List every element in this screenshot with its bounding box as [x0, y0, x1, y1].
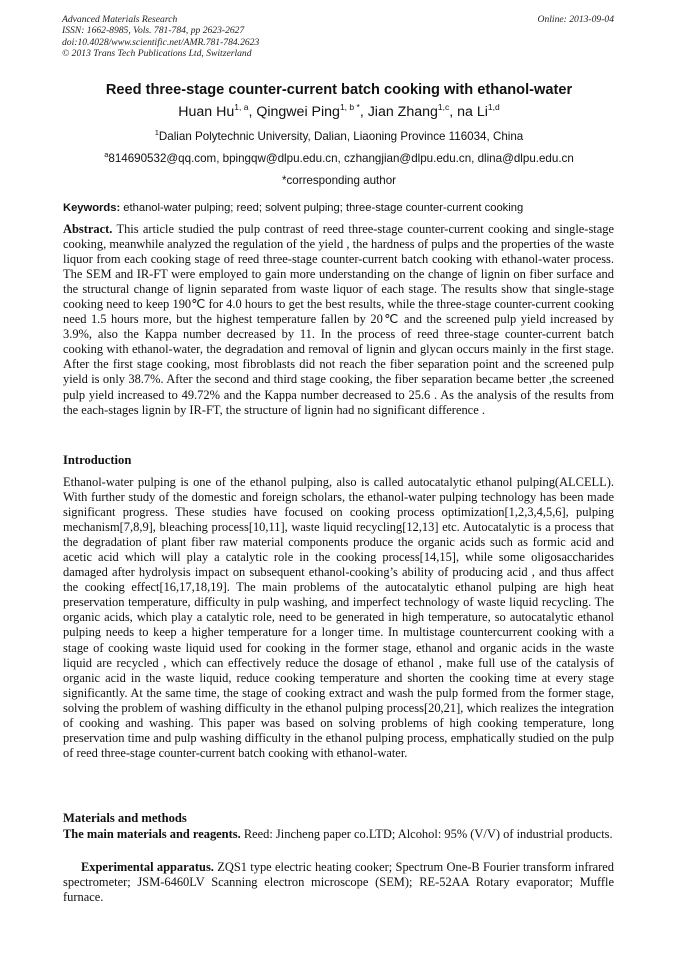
apparatus-text: ZQS1 type electric heating cooker; Spectrum One-B Fourier transform infrared spectrometer; JSM-6460LV Scanning electron microscope (SEM); RE-52AA Rotary evaporator; Muffle furnace. — [63, 860, 615, 905]
section-heading-introduction: Introduction — [63, 453, 132, 467]
apparatus-label: Experimental apparatus. — [81, 860, 214, 874]
materials-label: The main materials and reagents. — [63, 827, 241, 841]
keywords — [63, 202, 623, 214]
corresponding-note: *corresponding author — [281, 174, 397, 187]
journal-name: Advanced Materials Research — [62, 14, 178, 25]
abstract-label: Abstract. — [63, 222, 113, 236]
author-list — [0, 104, 678, 120]
author-affiliation-mark: 1, a — [234, 102, 249, 112]
author-affiliation-mark: 1, b * — [339, 102, 360, 112]
author-separator: , — [449, 104, 458, 120]
introduction-paragraph: Ethanol-water pulping is one of the ethanol pulping, also is called autocatalytic ethanol pulping(ALCELL). With further study of the domestic and foreign scholars, the ethanol-water pulping technology has been made significant progress. These studies have focused on cooking process optimization[1,2,3,4,5,6], pulping mechanism[7,8,9], bleaching process[10,11], waste liquid recycling[12,13] etc. Autocatalytic is a process that the degradation of plant fiber raw material components produce the organic acids such as formic acid and acetic acid which will play a catalytic role in the cooking process[14,15], while some oligosaccharides damaged after hydrolysis impact on subsequent ethanol-cooking’s ability of producing acid , and thus affect the cooking effect[16,17,18,19]. The main problems of the autocatalytic ethanol pulping are high heat preservation temperature, difficulty in pulp washing, and imperfect technology of waste liquid recycling. The organic acids, which play a catalytic role, need to be generated in high temperature, so autocatalytic ethanol pulping needs to keep a higher temperature for a longer time. In multistage countercurrent cooking with a stage of cooking waste liquid used for cooking in the former stage, ethanol and organic acids in the waste liquid are recycled , which can effectively reduce the dosage of ethanol , make full use of the catalysis of organic acid in the waste liquid, reduce cooking temperature and shorten the cooking time at every stage significantly. At the same time, the stage of cooking extract and wash the pulp formed from the former stage, solving the problem of washing difficulty in the ethanol pulping process[20,21], which realizes the integration of cooking and washing. This paper was based on solving problems of high cooking temperature, long preservation time and pulp washing difficulty in the ethanol pulping process, emphatically studied on the pulp of reed three-stage counter-current batch cooking with ethanol-water. — [63, 475, 614, 760]
author-emails — [0, 152, 678, 165]
section-heading-methods: Materials and methods — [63, 811, 187, 825]
doi-line: doi:10.4028/www.scientific.net/AMR.781-784.2623 — [62, 36, 260, 48]
affiliation-mark: 1 — [154, 128, 159, 137]
materials-paragraph — [63, 827, 614, 842]
materials-text: Reed: Jincheng paper co.LTD; Alcohol: 95% (V/V) of industrial products. — [240, 827, 613, 841]
affiliation-text: Dalian Polytechnic University, Dalian, Liaoning Province 116034, China — [158, 130, 524, 143]
journal-header — [62, 14, 259, 60]
author-name: Jian Zhang — [367, 104, 438, 120]
author-affiliation-mark: 1,d — [487, 102, 500, 112]
author-separator: , — [248, 104, 257, 120]
email-text: 814690532@qq.com, bpingqw@dlpu.edu.cn, czhangjian@dlpu.edu.cn, dlina@dlpu.edu.cn — [108, 152, 574, 165]
keywords-label: Keywords: — [63, 202, 121, 214]
copyright-line: © 2013 Trans Tech Publications Ltd, Switzerland — [62, 48, 252, 60]
issn-line: ISSN: 1662-8985, Vols. 781-784, pp 2623-2627 — [62, 25, 245, 37]
paper-title: Reed three-stage counter-current batch cooking with ethanol-water — [105, 82, 573, 98]
abstract — [63, 222, 614, 418]
author-name: Huan Hu — [178, 104, 235, 120]
author-name: na Li — [457, 104, 488, 120]
online-date: Online: 2013-09-04 — [537, 14, 614, 25]
apparatus-paragraph — [63, 860, 614, 905]
affiliation — [0, 130, 678, 143]
author-separator: , — [359, 104, 368, 120]
email-mark: a — [104, 150, 109, 159]
author-affiliation-mark: 1,c — [437, 102, 450, 112]
author-name: Qingwei Ping — [256, 104, 340, 120]
keywords-text: ethanol-water pulping; reed; solvent pulping; three-stage counter-current cooking — [120, 202, 524, 214]
abstract-text: This article studied the pulp contrast of reed three-stage counter-current cooking and single-stage cooking, meanwhile analyzed the regulation of the yield , the hardness of pulps and the properties of the waste liquor from each cooking stage of reed three-stage counter-current batch cooking with ethanol-water process. The SEM and IR-FT were employed to gain more understanding on the change of lignin on fiber surface and the structural change of lignin separated from waste liquor of each stage. The results show that single-stage cooking need to keep 190℃ for 4.0 hours to get the best results, while the three-stage counter-current cooking need 1.5 hours more, but the highest temperature fallen by 20℃ and the screened pulp yield increased by 3.9%, also the Kappa number decreased by 11. In the process of reed three-stage counter-current batch cooking with ethanol-water, the degradation and removal of lignin and glycan occurs mainly in the first stage. After the first stage cooking, most fibroblasts did not reach the fiber separation point and the screened pulp yield is only 38.7%. After the second and third stage cooking, the fiber separation became better ,the screened pulp yield increased to 49.72% and the Kappa number decreased to 25.6 . As the analysis of the results from the each-stages lignin by IR-FT, the structure of lignin had no significant difference . — [63, 222, 614, 417]
